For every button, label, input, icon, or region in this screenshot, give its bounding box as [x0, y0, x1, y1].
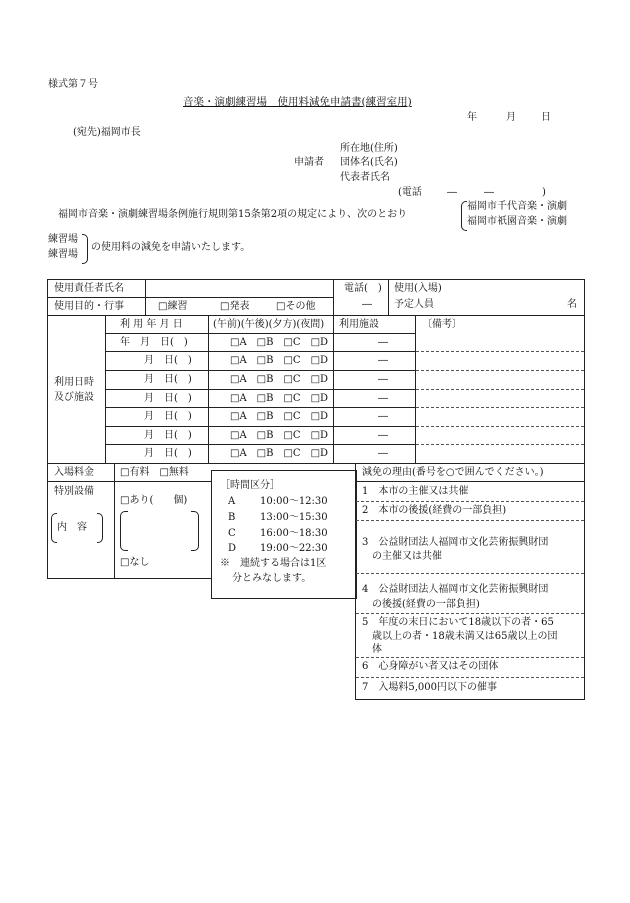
- equip-label: 特別設備: [54, 486, 94, 497]
- suffix-brace: [82, 234, 88, 264]
- usage-label-1: 利用日時: [54, 377, 94, 388]
- slot-key: A: [228, 496, 236, 507]
- row-slots[interactable]: □A □B □C □D: [230, 411, 329, 422]
- slot-time: 19:00～22:30: [260, 543, 328, 554]
- purpose-recital-checkbox[interactable]: □発表: [220, 301, 250, 312]
- row-slots[interactable]: □A □B □C □D: [230, 355, 329, 366]
- row-date[interactable]: 月 日( ): [144, 448, 192, 459]
- contents-label: 内 容: [57, 522, 87, 533]
- col-date: 利 用 年 月 日: [120, 319, 183, 330]
- reason-item[interactable]: 5 年度の末日において18歳以下の者・65: [362, 617, 554, 628]
- usage-label-2: 及び施設: [54, 392, 94, 403]
- phone-dash-1: ―: [447, 187, 457, 198]
- purpose-other-checkbox[interactable]: □その他: [276, 301, 316, 312]
- reason-item-cont: の主催又は共催: [372, 551, 442, 562]
- row-facility: ―: [378, 411, 388, 422]
- date-day: 日: [541, 112, 551, 123]
- reason-item-cont: 体: [372, 644, 382, 655]
- applicant-group: 団体名(氏名): [340, 157, 398, 168]
- phone-dash: ―: [362, 299, 372, 310]
- date-month: 月: [506, 112, 516, 123]
- venue-suffix-2: 練習場: [48, 249, 78, 260]
- reason-item[interactable]: 6 心身障がい者又はその団体: [362, 661, 499, 672]
- reason-item[interactable]: 2 本市の後援(経費の一部負担): [362, 505, 507, 516]
- reason-item[interactable]: 1 本市の主催又は共催: [362, 486, 469, 497]
- col-notes: 〔備考〕: [422, 319, 462, 330]
- row-date[interactable]: 月 日( ): [144, 411, 192, 422]
- row-facility: ―: [378, 430, 388, 441]
- reason-title: 減免の理由(番号を○で囲んでください。): [362, 467, 544, 478]
- row-slots[interactable]: □A □B □C □D: [230, 337, 329, 348]
- planned-label: 予定人員: [394, 299, 434, 310]
- phone-label: 電話( ): [344, 283, 382, 294]
- slot-key: C: [228, 528, 236, 539]
- venue-suffix-1: 練習場: [48, 234, 78, 245]
- reason-item[interactable]: 3 公益財団法人福岡市文化芸術振興財団: [362, 537, 549, 548]
- reason-item-cont: 歳以上の者・18歳未満又は65歳以上の団: [372, 631, 558, 642]
- applicant-rep: 代表者氏名: [340, 172, 390, 183]
- addressee: (宛先)福岡市長: [73, 127, 141, 138]
- fee-label: 入場料金: [54, 467, 94, 478]
- row-facility: ―: [378, 448, 388, 459]
- time-note-1: ※ 連続する場合は1区: [220, 558, 327, 569]
- slot-time: 10:00～12:30: [260, 496, 328, 507]
- row-date[interactable]: 月 日( ): [144, 374, 192, 385]
- date-year: 年: [467, 112, 477, 123]
- venue-option-2: 福岡市祇園音楽・演劇: [467, 216, 567, 227]
- venue-option-1: 福岡市千代音楽・演劇: [467, 201, 567, 212]
- purpose-practice-checkbox[interactable]: □練習: [158, 301, 188, 312]
- contents-brace-right: [97, 513, 103, 543]
- fee-checkboxes[interactable]: □有料 □無料: [120, 467, 189, 478]
- form-number: 様式第７号: [48, 79, 98, 90]
- reason-item[interactable]: 4 公益財団法人福岡市文化芸術振興財団: [362, 584, 549, 595]
- reason-item-cont: の後援(経費の一部負担): [372, 599, 480, 610]
- row-slots[interactable]: □A □B □C □D: [230, 393, 329, 404]
- phone-open: (電話: [398, 187, 422, 198]
- row-date[interactable]: 年 月 日( ): [120, 337, 188, 348]
- row-facility: ―: [378, 393, 388, 404]
- purpose-label: 使用目的・行事: [54, 301, 124, 312]
- slot-key: B: [228, 512, 236, 523]
- equip-detail-brace-right: [191, 511, 199, 551]
- row-facility: ―: [378, 337, 388, 348]
- applicant-label: 申請者: [294, 157, 324, 168]
- reason-item[interactable]: 7 入場料5,000円以下の催事: [362, 682, 497, 693]
- col-time: (午前)(午後)(夕方)(夜間): [213, 319, 325, 330]
- applicant-address: 所在地(住所): [340, 143, 398, 154]
- usage-people-label: 使用(入場): [394, 283, 442, 294]
- slot-time: 13:00～15:30: [260, 512, 328, 523]
- equip-detail-brace-left: [120, 511, 128, 551]
- phone-dash-2: ―: [484, 187, 494, 198]
- row-slots[interactable]: □A □B □C □D: [230, 374, 329, 385]
- equip-yes-checkbox[interactable]: □あり( 個): [120, 495, 188, 506]
- row-slots[interactable]: □A □B □C □D: [230, 448, 329, 459]
- col-facility: 利用施設: [339, 319, 379, 330]
- persons-unit: 名: [567, 299, 577, 310]
- phone-close: ): [542, 187, 546, 198]
- row-date[interactable]: 月 日( ): [144, 355, 192, 366]
- row-date[interactable]: 月 日( ): [144, 430, 192, 441]
- equip-no-checkbox[interactable]: □なし: [120, 557, 150, 568]
- time-note-2: 分とみなします。: [232, 573, 312, 584]
- row-date[interactable]: 月 日( ): [144, 393, 192, 404]
- time-slot-title: ［時間区分］: [220, 480, 280, 491]
- slot-time: 16:00～18:30: [260, 528, 328, 539]
- row-slots[interactable]: □A □B □C □D: [230, 430, 329, 441]
- body-line-1: 福岡市音楽・演劇練習場条例施行規則第15条第2項の規定により、次のとおり: [58, 209, 408, 220]
- row-facility: ―: [378, 374, 388, 385]
- page-title: 音楽・演劇練習場 使用料減免申請書(練習室用): [183, 96, 412, 108]
- body-line-2: の使用料の減免を申請いたします。: [91, 242, 251, 253]
- contents-brace-left: [51, 513, 57, 543]
- slot-key: D: [228, 543, 237, 554]
- row-facility: ―: [378, 355, 388, 366]
- responsible-label: 使用責任者氏名: [54, 283, 124, 294]
